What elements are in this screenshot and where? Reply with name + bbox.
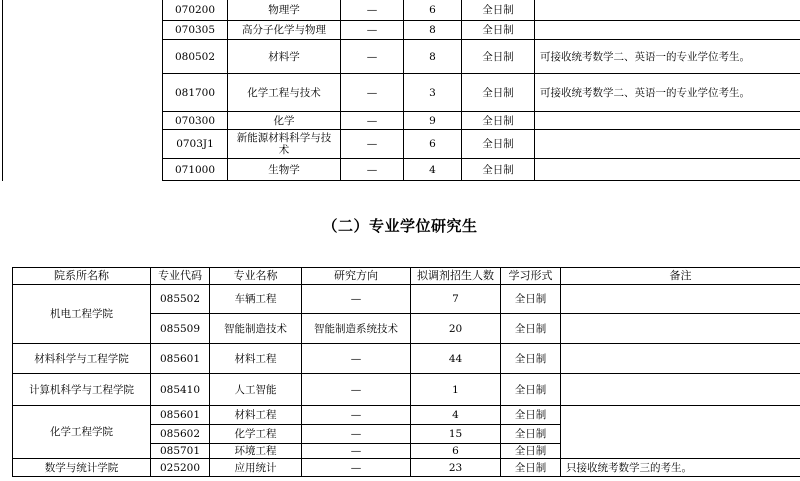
section-title: （二）专业学位研究生	[322, 217, 478, 235]
major-cell: 化学工程与技术	[228, 74, 341, 112]
code-cell: 085601	[151, 406, 210, 425]
major-cell: 应用统计	[210, 459, 302, 477]
direction-cell: —	[302, 444, 411, 459]
major-cell: 化学	[228, 112, 341, 130]
count-cell: 6	[404, 0, 462, 21]
major-cell: 智能制造技术	[210, 314, 302, 344]
mode-cell: 全日制	[501, 344, 561, 374]
note-cell	[561, 285, 800, 314]
mode-cell: 全日制	[462, 130, 535, 159]
mode-cell: 全日制	[501, 406, 561, 425]
code-cell: 085701	[151, 444, 210, 459]
dept-cell: 计算机科学与工程学院	[13, 374, 151, 406]
code-cell: 070305	[163, 21, 228, 40]
header-count: 拟调剂招生人数	[411, 268, 501, 285]
major-cell: 生物学	[228, 159, 341, 181]
header-dept: 院系所名称	[13, 268, 151, 285]
note-cell	[535, 112, 800, 130]
mode-cell: 全日制	[462, 40, 535, 74]
count-cell: 8	[404, 21, 462, 40]
code-cell: 085601	[151, 344, 210, 374]
note-cell: 可接收统考数学二、英语一的专业学位考生。	[535, 74, 800, 112]
note-cell	[535, 159, 800, 181]
direction-cell: —	[341, 130, 404, 159]
code-cell: 080502	[163, 40, 228, 74]
mode-cell: 全日制	[462, 159, 535, 181]
count-cell: 3	[404, 74, 462, 112]
count-cell: 9	[404, 112, 462, 130]
major-cell: 车辆工程	[210, 285, 302, 314]
note-cell	[535, 21, 800, 40]
major-cell: 高分子化学与物理	[228, 21, 341, 40]
direction-cell: —	[341, 159, 404, 181]
count-cell: 44	[411, 344, 501, 374]
count-cell: 1	[411, 374, 501, 406]
major-cell: 材料工程	[210, 406, 302, 425]
mode-cell: 全日制	[501, 459, 561, 477]
mode-cell: 全日制	[501, 444, 561, 459]
header-note: 备注	[561, 268, 800, 285]
direction-cell: 智能制造系统技术	[302, 314, 411, 344]
mode-cell: 全日制	[501, 374, 561, 406]
header-mode: 学习形式	[501, 268, 561, 285]
academic-degree-table	[2, 0, 800, 181]
code-cell: 0703J1	[163, 130, 228, 159]
dept-cell	[3, 0, 163, 181]
note-cell: 只接收统考数学三的考生。	[561, 459, 800, 477]
count-cell: 7	[411, 285, 501, 314]
direction-cell: —	[341, 0, 404, 21]
direction-cell: —	[302, 459, 411, 477]
dept-cell: 化学工程学院	[13, 406, 151, 459]
table-header-row	[13, 268, 800, 285]
code-cell: 085509	[151, 314, 210, 344]
count-cell: 23	[411, 459, 501, 477]
note-cell: 可接收统考数学二、英语一的专业学位考生。	[535, 40, 800, 74]
dept-cell: 材料科学与工程学院	[13, 344, 151, 374]
direction-cell: —	[341, 74, 404, 112]
direction-cell: —	[341, 40, 404, 74]
table-row	[3, 0, 800, 21]
code-cell: 085502	[151, 285, 210, 314]
major-cell: 材料工程	[210, 344, 302, 374]
code-cell: 085410	[151, 374, 210, 406]
dept-cell: 机电工程学院	[13, 285, 151, 344]
mode-cell: 全日制	[462, 21, 535, 40]
table-row	[13, 285, 800, 314]
major-cell: 物理学	[228, 0, 341, 21]
header-code: 专业代码	[151, 268, 210, 285]
major-cell: 人工智能	[210, 374, 302, 406]
note-cell	[561, 314, 800, 344]
major-cell: 材料学	[228, 40, 341, 74]
note-cell	[535, 130, 800, 159]
table-row	[13, 406, 800, 425]
code-cell: 070300	[163, 112, 228, 130]
direction-cell: —	[341, 21, 404, 40]
note-cell	[561, 374, 800, 406]
code-cell: 085602	[151, 425, 210, 444]
count-cell: 15	[411, 425, 501, 444]
direction-cell: —	[341, 112, 404, 130]
direction-cell: —	[302, 425, 411, 444]
major-cell: 环境工程	[210, 444, 302, 459]
note-cell	[561, 406, 800, 459]
table-row	[13, 459, 800, 477]
mode-cell: 全日制	[501, 285, 561, 314]
code-cell: 081700	[163, 74, 228, 112]
count-cell: 20	[411, 314, 501, 344]
count-cell: 6	[404, 130, 462, 159]
mode-cell: 全日制	[501, 425, 561, 444]
code-cell: 025200	[151, 459, 210, 477]
direction-cell: —	[302, 374, 411, 406]
table-row	[13, 344, 800, 374]
major-cell: 化学工程	[210, 425, 302, 444]
note-cell	[561, 344, 800, 374]
direction-cell: —	[302, 344, 411, 374]
count-cell: 4	[404, 159, 462, 181]
mode-cell: 全日制	[462, 0, 535, 21]
direction-cell: —	[302, 285, 411, 314]
major-cell: 新能源材料科学与技术	[228, 130, 341, 159]
direction-cell: —	[302, 406, 411, 425]
code-cell: 071000	[163, 159, 228, 181]
header-direction: 研究方向	[302, 268, 411, 285]
header-major: 专业名称	[210, 268, 302, 285]
dept-cell: 数学与统计学院	[13, 459, 151, 477]
professional-degree-table	[12, 267, 800, 477]
count-cell: 8	[404, 40, 462, 74]
count-cell: 4	[411, 406, 501, 425]
code-cell: 070200	[163, 0, 228, 21]
mode-cell: 全日制	[462, 112, 535, 130]
mode-cell: 全日制	[462, 74, 535, 112]
note-cell	[535, 0, 800, 21]
table-row	[13, 374, 800, 406]
count-cell: 6	[411, 444, 501, 459]
mode-cell: 全日制	[501, 314, 561, 344]
